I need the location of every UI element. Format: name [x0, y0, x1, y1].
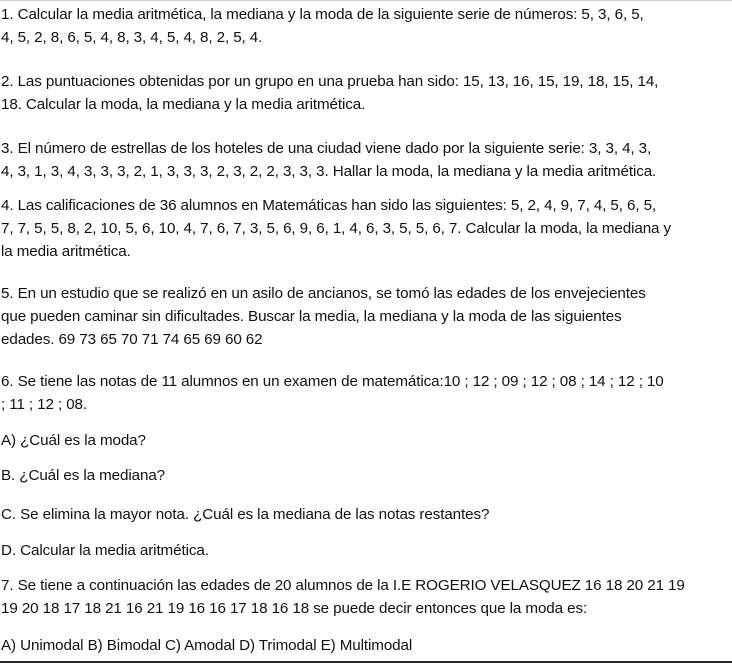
question-4-line-1: 4. Las calificaciones de 36 alumnos en Matemáticas han sido las siguientes: 5, 2, 4, 9, 7, 4, 5, 6, 5,: [1, 197, 657, 214]
question-6-part-b: B. ¿Cuál es la mediana?: [1, 467, 166, 484]
question-5-line-1: 5. En un estudio que se realizó en un asilo de ancianos, se tomó las edades de los envejecientes: [1, 285, 646, 302]
question-2-line-2: 18. Calcular la moda, la mediana y la media aritmética.: [1, 96, 366, 113]
question-4-line-3: la media aritmética.: [1, 243, 131, 260]
question-6-part-a: A) ¿Cuál es la moda?: [1, 432, 146, 449]
question-3-line-1: 3. El número de estrellas de los hoteles de una ciudad viene dado por la siguiente serie: 3, 3, 4, 3,: [1, 140, 652, 157]
question-6-line-1: 6. Se tiene las notas de 11 alumnos en un examen de matemática:10 ; 12 ; 09 ; 12 ; 08 ; 14 ; 12 ; 10: [1, 373, 664, 390]
question-7-options: A) Unimodal B) Bimodal C) Amodal D) Trimodal E) Multimodal: [1, 637, 413, 654]
bottom-divider: [0, 661, 732, 663]
question-1-line-2: 4, 5, 2, 8, 6, 5, 4, 8, 3, 4, 5, 4, 8, 2, 5, 4.: [1, 29, 263, 46]
question-6-part-c: C. Se elimina la mayor nota. ¿Cuál es la mediana de las notas restantes?: [1, 506, 490, 523]
question-7-line-1: 7. Se tiene a continuación las edades de 20 alumnos de la I.E ROGERIO VELASQUEZ 16 18 20 21 19: [1, 577, 685, 594]
question-6-part-d: D. Calcular la media aritmética.: [1, 542, 209, 559]
question-6-line-2: ; 11 ; 12 ; 08.: [1, 396, 88, 413]
question-4-line-2: 7, 7, 5, 5, 8, 2, 10, 5, 6, 10, 4, 7, 6, 7, 3, 5, 6, 9, 6, 1, 4, 6, 3, 5, 5, 6, 7. Calcular la moda, la mediana y: [1, 220, 672, 237]
question-3-line-2: 4, 3, 1, 3, 4, 3, 3, 3, 2, 1, 3, 3, 3, 2, 3, 2, 2, 3, 3, 3. Hallar la moda, la mediana y la media aritmética.: [1, 163, 657, 180]
question-5-line-2: que pueden caminar sin dificultades. Buscar la media, la mediana y la moda de las siguientes: [1, 308, 622, 325]
question-7-line-2: 19 20 18 17 18 21 16 21 19 16 16 17 18 16 18 se puede decir entonces que la moda es:: [1, 600, 588, 617]
question-1-line-1: 1. Calcular la media aritmética, la mediana y la moda de la siguiente serie de números: 5, 3, 6, 5,: [1, 6, 644, 23]
question-5-line-3: edades. 69 73 65 70 71 74 65 69 60 62: [1, 331, 263, 348]
question-2-line-1: 2. Las puntuaciones obtenidas por un grupo en una prueba han sido: 15, 13, 16, 15, 19, 18, 15, 14,: [1, 73, 659, 90]
top-divider: [0, 0, 732, 1]
